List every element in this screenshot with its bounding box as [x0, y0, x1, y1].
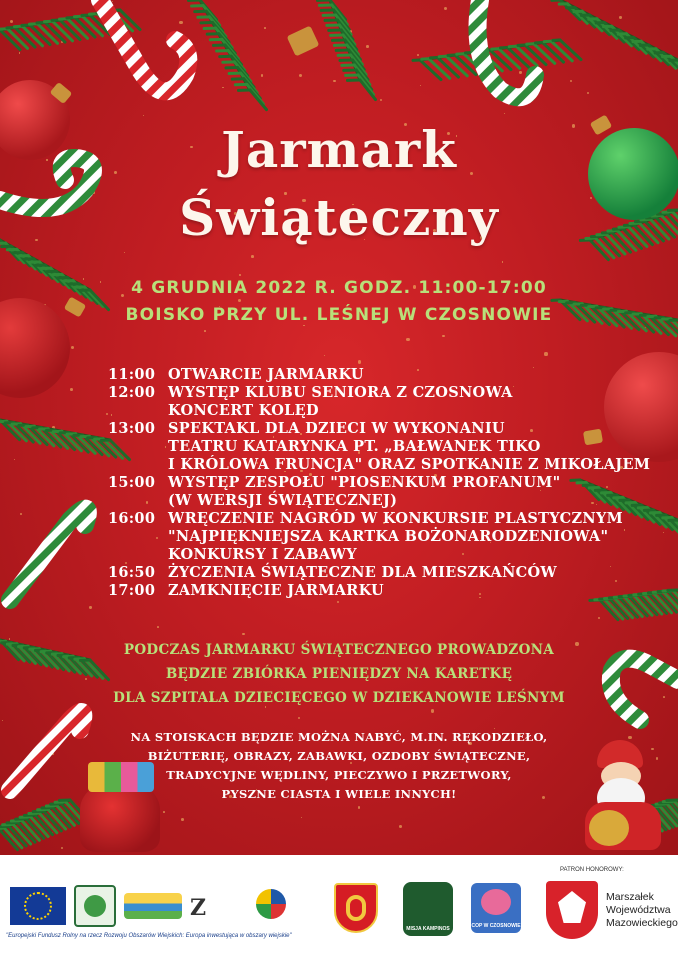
czosnow-crest-logo	[334, 883, 378, 933]
mazowieckie-crest-logo	[546, 881, 598, 939]
sponsors-footer	[0, 855, 678, 960]
schedule-time	[108, 492, 168, 510]
eu-flag-logo	[10, 887, 66, 925]
patron-name	[606, 891, 678, 930]
schedule-row	[108, 492, 668, 510]
event-date: 4 GRUDNIA 2022 R. GODZ. 11:00-17:00	[131, 278, 547, 298]
schedule-time: 16:50	[108, 564, 156, 581]
schedule-description: I KRÓLOWA FRUNCJA" ORAZ SPOTKANIE Z MIKOŁAJEM	[168, 456, 651, 473]
patron-name-line: Mazowieckiego	[606, 917, 678, 929]
schedule-time	[108, 546, 168, 564]
collection-notice-line: BĘDZIE ZBIÓRKA PIENIĘDZY NA KARETKĘ	[165, 666, 513, 682]
schedule-row	[108, 402, 668, 420]
patron-name-line: Województwa	[606, 904, 671, 916]
schedule-time	[108, 528, 168, 546]
misja-kampinos-logo	[403, 882, 453, 936]
schedule-time: 12:00	[108, 384, 156, 401]
schedule-description: TEATRU KATARYNKA PT. „BAŁWANEK TIKO	[168, 438, 541, 455]
prow-logo	[256, 889, 318, 923]
schedule-row	[108, 582, 668, 600]
stowarzyszenie-logo: Z	[190, 895, 207, 921]
schedule-description: OTWARCIE JARMARKU	[168, 366, 364, 383]
schedule-row	[108, 564, 668, 582]
schedule-description: SPEKTAKL DLA DZIECI W WYKONANIU	[168, 420, 505, 437]
schedule-row	[108, 528, 668, 546]
patron-name-line: Marszałek	[606, 891, 654, 903]
leader-logo	[74, 885, 116, 927]
cop-label: COP W CZOSNOWIE	[471, 923, 521, 929]
schedule-description: WYSTĘP KLUBU SENIORA Z CZOSNOWA	[168, 384, 513, 401]
schedule-description: "NAJPIĘKNIEJSZA KARTKA BOŻONARODZENIOWA"	[168, 528, 609, 545]
schedule-row	[108, 438, 668, 456]
collection-notice-line: PODCZAS JARMARKU ŚWIĄTECZNEGO PROWADZONA	[123, 642, 555, 658]
page-title: Jarmark	[221, 120, 457, 179]
misja-kampinos-label: MISJA KAMPINOS	[406, 926, 450, 932]
schedule-row	[108, 546, 668, 564]
schedule-row	[108, 456, 668, 474]
stands-notice-line: BIŻUTERIĘ, OBRAZY, ZABAWKI, OZDOBY ŚWIĄTECZNE,	[147, 749, 531, 763]
stands-notice-line: PYSZNE CIASTA I WIELE INNYCH!	[221, 787, 457, 801]
schedule-time	[108, 402, 168, 420]
schedule-time	[108, 438, 168, 456]
schedule-row	[108, 384, 668, 402]
stands-notice-line: NA STOISKACH BĘDZIE MOŻNA NABYĆ, M.IN. RĘKODZIEŁO,	[130, 730, 548, 744]
schedule-description: ZAMKNIĘCIE JARMARKU	[168, 582, 384, 599]
schedule-time: 15:00	[108, 474, 156, 491]
schedule-time	[108, 456, 168, 474]
schedule-description: ŻYCZENIA ŚWIĄTECZNE DLA MIESZKAŃCÓW	[168, 564, 557, 581]
schedule-time: 16:00	[108, 510, 156, 527]
schedule-description: KONCERT KOLĘD	[168, 402, 319, 419]
schedule-row	[108, 510, 668, 528]
schedule-time: 13:00	[108, 420, 156, 437]
collection-notice-line: DLA SZPITALA DZIECIĘCEGO W DZIEKANOWIE LEŚNYM	[113, 690, 565, 706]
schedule-time: 17:00	[108, 582, 156, 599]
patron-label: PATRON HONOROWY:	[560, 867, 624, 873]
schedule-row	[108, 420, 668, 438]
stands-notice	[0, 728, 678, 804]
event-schedule	[108, 366, 668, 600]
schedule-row	[108, 474, 668, 492]
schedule-description: WYSTĘP ZESPOŁU "PIOSENKUM PROFANUM"	[168, 474, 561, 491]
page-title-line2: Świąteczny	[179, 188, 499, 247]
collection-notice	[0, 640, 678, 712]
cop-logo	[471, 883, 521, 933]
event-location: BOISKO PRZY UL. LEŚNEJ W CZOSNOWIE	[125, 305, 553, 325]
schedule-description: KONKURSY I ZABAWY	[168, 546, 357, 563]
schedule-description: (W WERSJI ŚWIĄTECZNEJ)	[168, 492, 398, 509]
eu-caption: "Europejski Fundusz Rolny na rzecz Rozwoju Obszarów Wiejskich: Europa inwestująca w obszary wiejskie"	[6, 933, 292, 939]
schedule-row	[108, 366, 668, 384]
lgd-logo	[124, 893, 182, 919]
schedule-time: 11:00	[108, 366, 156, 383]
stands-notice-line: TRADYCYJNE WĘDLINY, PIECZYWO I PRZETWORY,	[166, 768, 512, 782]
schedule-description: WRĘCZENIE NAGRÓD W KONKURSIE PLASTYCZNYM	[168, 510, 623, 527]
